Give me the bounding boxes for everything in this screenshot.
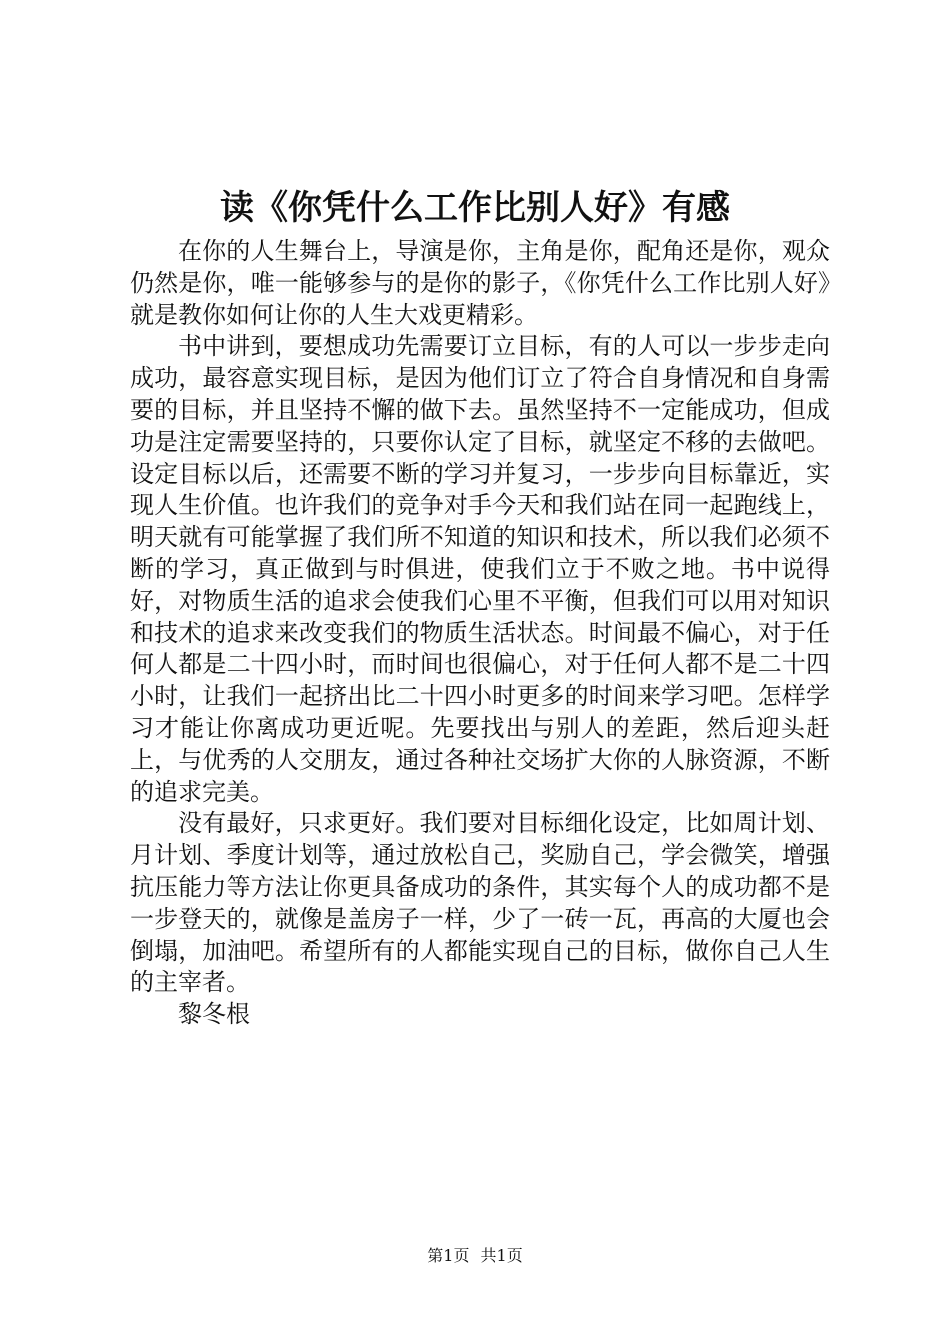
page-number-current: 第1页: [427, 1246, 470, 1265]
document-title: 读《你凭什么工作比别人好》有感: [220, 188, 730, 228]
paragraph-1: 在你的人生舞台上，导演是你，主角是你，配角还是你，观众仍然是你，唯一能够参与的是你的影子，《你凭什么工作比别人好》就是教你如何让你的人生大戏更精彩。: [130, 237, 830, 329]
author-signature: 黎冬根: [178, 1000, 250, 1029]
paragraph-3: 没有最好，只求更好。我们要对目标细化设定，比如周计划、月计划、季度计划等，通过放松自己，奖励自己，学会微笑，增强抗压能力等方法让你更具备成功的条件，其实每个人的成功都不是一步登天的，就像是盖房子一样，少了一砖一瓦，再高的大厦也会倒塌，加油吧。希望所有的人都能实现自己的目标，做你自己人生的主宰者。: [130, 809, 830, 997]
page-number-total: 共1页: [480, 1246, 523, 1265]
paragraph-2: 书中讲到，要想成功先需要订立目标，有的人可以一步步走向成功，最容意实现目标，是因为他们订立了符合自身情况和自身需要的目标，并且坚持不懈的做下去。虽然坚持不一定能成功，但成功是注定需要坚持的，只要你认定了目标，就坚定不移的去做吧。设定目标以后，还需要不断的学习并复习，一步步向目标靠近，实现人生价值。也许我们的竞争对手今天和我们站在同一起跑线上，明天就有可能掌握了我们所不知道的知识和技术，所以我们必须不断的学习，真正做到与时俱进，使我们立于不败之地。书中说得好，对物质生活的追求会使我们心里不平衡，但我们可以用对知识和技术的追求来改变我们的物质生活状态。时间最不偏心，对于任何人都是二十四小时，而时间也很偏心，对于任何人都不是二十四小时，让我们一起挤出比二十四小时更多的时间来学习吧。怎样学习才能让你离成功更近呢。先要找出与别人的差距，然后迎头赶上，与优秀的人交朋友，通过各种社交场扩大你的人脉资源，不断的追求完美。: [130, 332, 830, 806]
page-footer: [0, 1244, 950, 1268]
document-body: [130, 236, 830, 1031]
